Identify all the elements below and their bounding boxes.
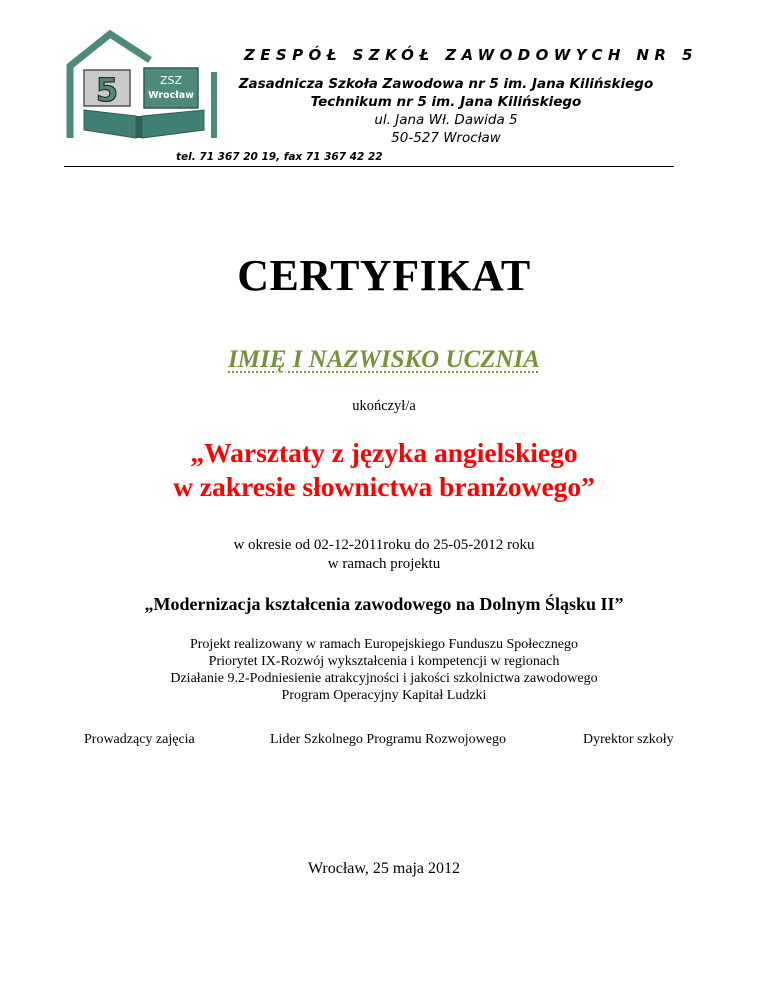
signature-director: Dyrektor szkoły (583, 732, 674, 747)
course-period-project-intro: w ramach projektu (327, 556, 441, 572)
logo-text-zsz: ZSZ (159, 74, 183, 87)
logo-text-city: Wrocław (148, 90, 194, 101)
student-name-field (0, 346, 768, 374)
school-line-technikum: Technikum nr 5 im. Jana Kilińskiego (310, 94, 582, 110)
course-title (0, 436, 768, 504)
signature-instructor: Prowadzący zajęcia (84, 732, 195, 747)
school-logo (64, 30, 234, 140)
school-address-street: ul. Jana Wł. Dawida 5 (374, 112, 518, 128)
school-name: ZESPÓŁ SZKÓŁ ZAWODOWYCH NR 5 (244, 46, 698, 64)
course-period (0, 536, 768, 574)
school-contact: tel. 71 367 20 19, fax 71 367 42 22 (176, 151, 383, 163)
funding-info (0, 636, 768, 704)
place-and-date: Wrocław, 25 maja 2012 (307, 860, 461, 877)
signature-program-leader: Lider Szkolnego Programu Rozwojowego (270, 732, 507, 747)
student-name: IMIĘ I NAZWISKO UCZNIA (228, 346, 540, 373)
school-address-city: 50-527 Wrocław (391, 130, 501, 146)
header-divider (64, 166, 674, 167)
course-title-line-2: w zakresie słownictwa branżowego” (173, 471, 595, 502)
completed-label: ukończył/a (352, 398, 416, 414)
certificate-title: CERTYFIKAT (237, 251, 531, 300)
course-title-line-1: „Warsztaty z języka angielskiego (190, 437, 578, 468)
logo-number: 5 (95, 71, 119, 109)
project-title: „Modernizacja kształcenia zawodowego na Dolnym Śląsku II” (144, 594, 624, 614)
funding-line: Projekt realizowany w ramach Europejskiego Funduszu Społecznego (189, 637, 578, 652)
course-period-dates: w okresie od 02-12-2011roku do 25-05-2012 roku (233, 537, 535, 553)
school-line-vocational: Zasadnicza Szkoła Zawodowa nr 5 im. Jana Kilińskiego (238, 76, 654, 92)
funding-line: Działanie 9.2-Podniesienie atrakcyjności i jakości szkolnictwa zawodowego (170, 671, 598, 686)
funding-line: Program Operacyjny Kapitał Ludzki (281, 688, 487, 703)
funding-line: Priorytet IX-Rozwój wykształcenia i kompetencji w regionach (208, 654, 560, 669)
